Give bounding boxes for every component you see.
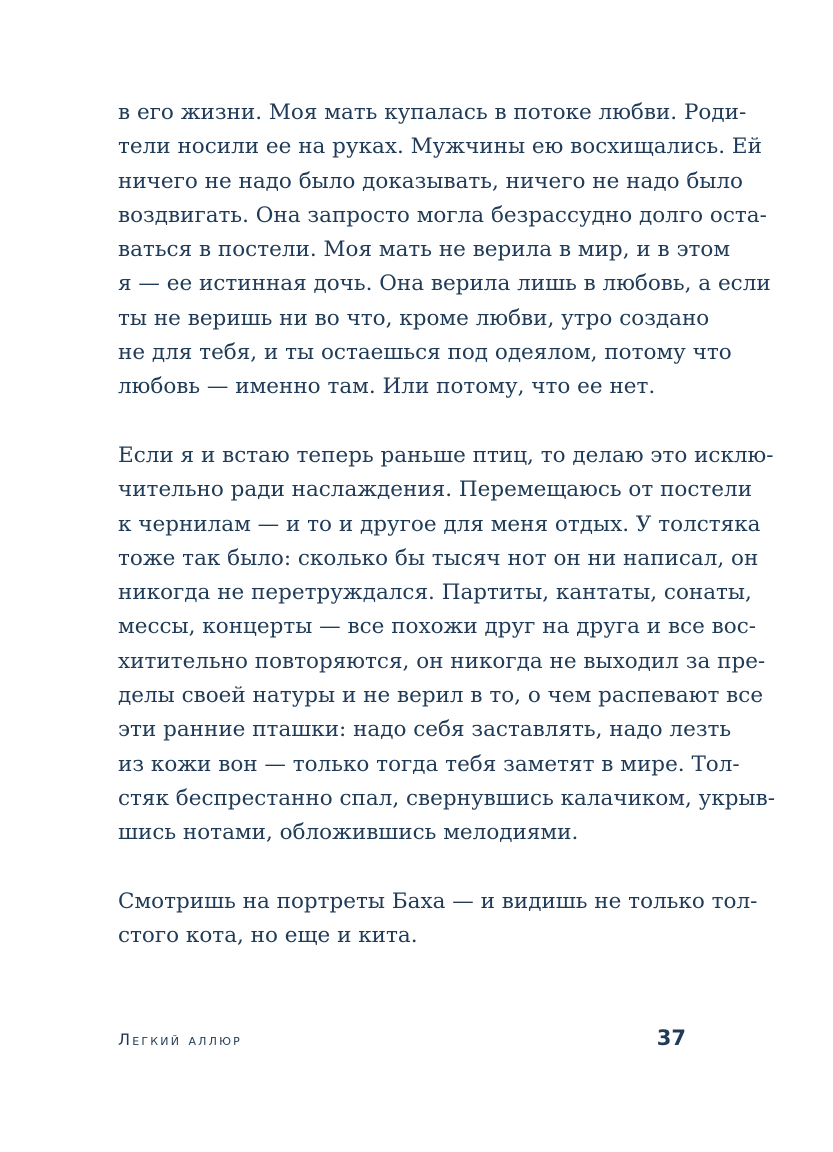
- page-footer: [118, 1026, 690, 1056]
- text-line: ты не веришь ни во что, кроме любви, утро создано: [118, 305, 710, 331]
- text-line: чительно ради наслаждения. Перемещаюсь от постели: [118, 477, 753, 503]
- text-line: эти ранние пташки: надо себя заставлять, надо лезть: [118, 717, 732, 743]
- text-line: не для тебя, и ты остаешься под одеялом, потому что: [118, 340, 732, 366]
- text-line: ваться в постели. Моя мать не верила в мир, и в этом: [118, 237, 731, 263]
- text-line: Если я и встаю теперь раньше птиц, то делаю это исклю-: [118, 442, 774, 468]
- text-line: ничего не надо было доказывать, ничего не надо было: [118, 168, 744, 194]
- text-line: к чернилам — и то и другое для меня отдых. У толстяка: [118, 511, 761, 537]
- text-line: тоже так было: сколько бы тысяч нот он ни написал, он: [118, 545, 759, 571]
- text-line: шись нотами, обложившись мелодиями.: [118, 820, 579, 846]
- text-line: делы своей натуры и не верил в то, о чем распевают все: [118, 683, 764, 709]
- text-line: из кожи вон — только тогда тебя заметят в мире. Тол-: [118, 751, 740, 777]
- page-number: 37: [656, 1026, 686, 1050]
- text-line: никогда не перетруждался. Партиты, кантаты, сонаты,: [118, 580, 752, 606]
- running-title: Легкий аллюр: [118, 1030, 243, 1049]
- text-line: тели носили ее на руках. Мужчины ею восхищались. Ей: [118, 134, 762, 160]
- paragraph-2: [118, 439, 775, 851]
- text-line: любовь — именно там. Или потому, что ее нет.: [118, 374, 656, 400]
- text-line: стого кота, но еще и кита.: [118, 923, 418, 949]
- paragraph-1: [118, 96, 771, 405]
- text-line: я — ее истинная дочь. Она верила лишь в любовь, а если: [118, 271, 771, 297]
- text-line: мессы, концерты — все похожи друг на друга и все вос-: [118, 614, 757, 640]
- text-line: воздвигать. Она запросто могла безрассудно долго оста-: [118, 202, 767, 228]
- text-line: Смотришь на портреты Баха — и видишь не только тол-: [118, 888, 758, 914]
- text-line: в его жизни. Моя мать купалась в потоке любви. Роди-: [118, 100, 747, 125]
- page-body: [118, 96, 775, 953]
- paragraph-3: [118, 885, 758, 954]
- text-line: стяк беспрестанно спал, свернувшись калачиком, укрыв-: [118, 785, 775, 811]
- text-line: хитительно повторяются, он никогда не выходил за пре-: [118, 648, 766, 674]
